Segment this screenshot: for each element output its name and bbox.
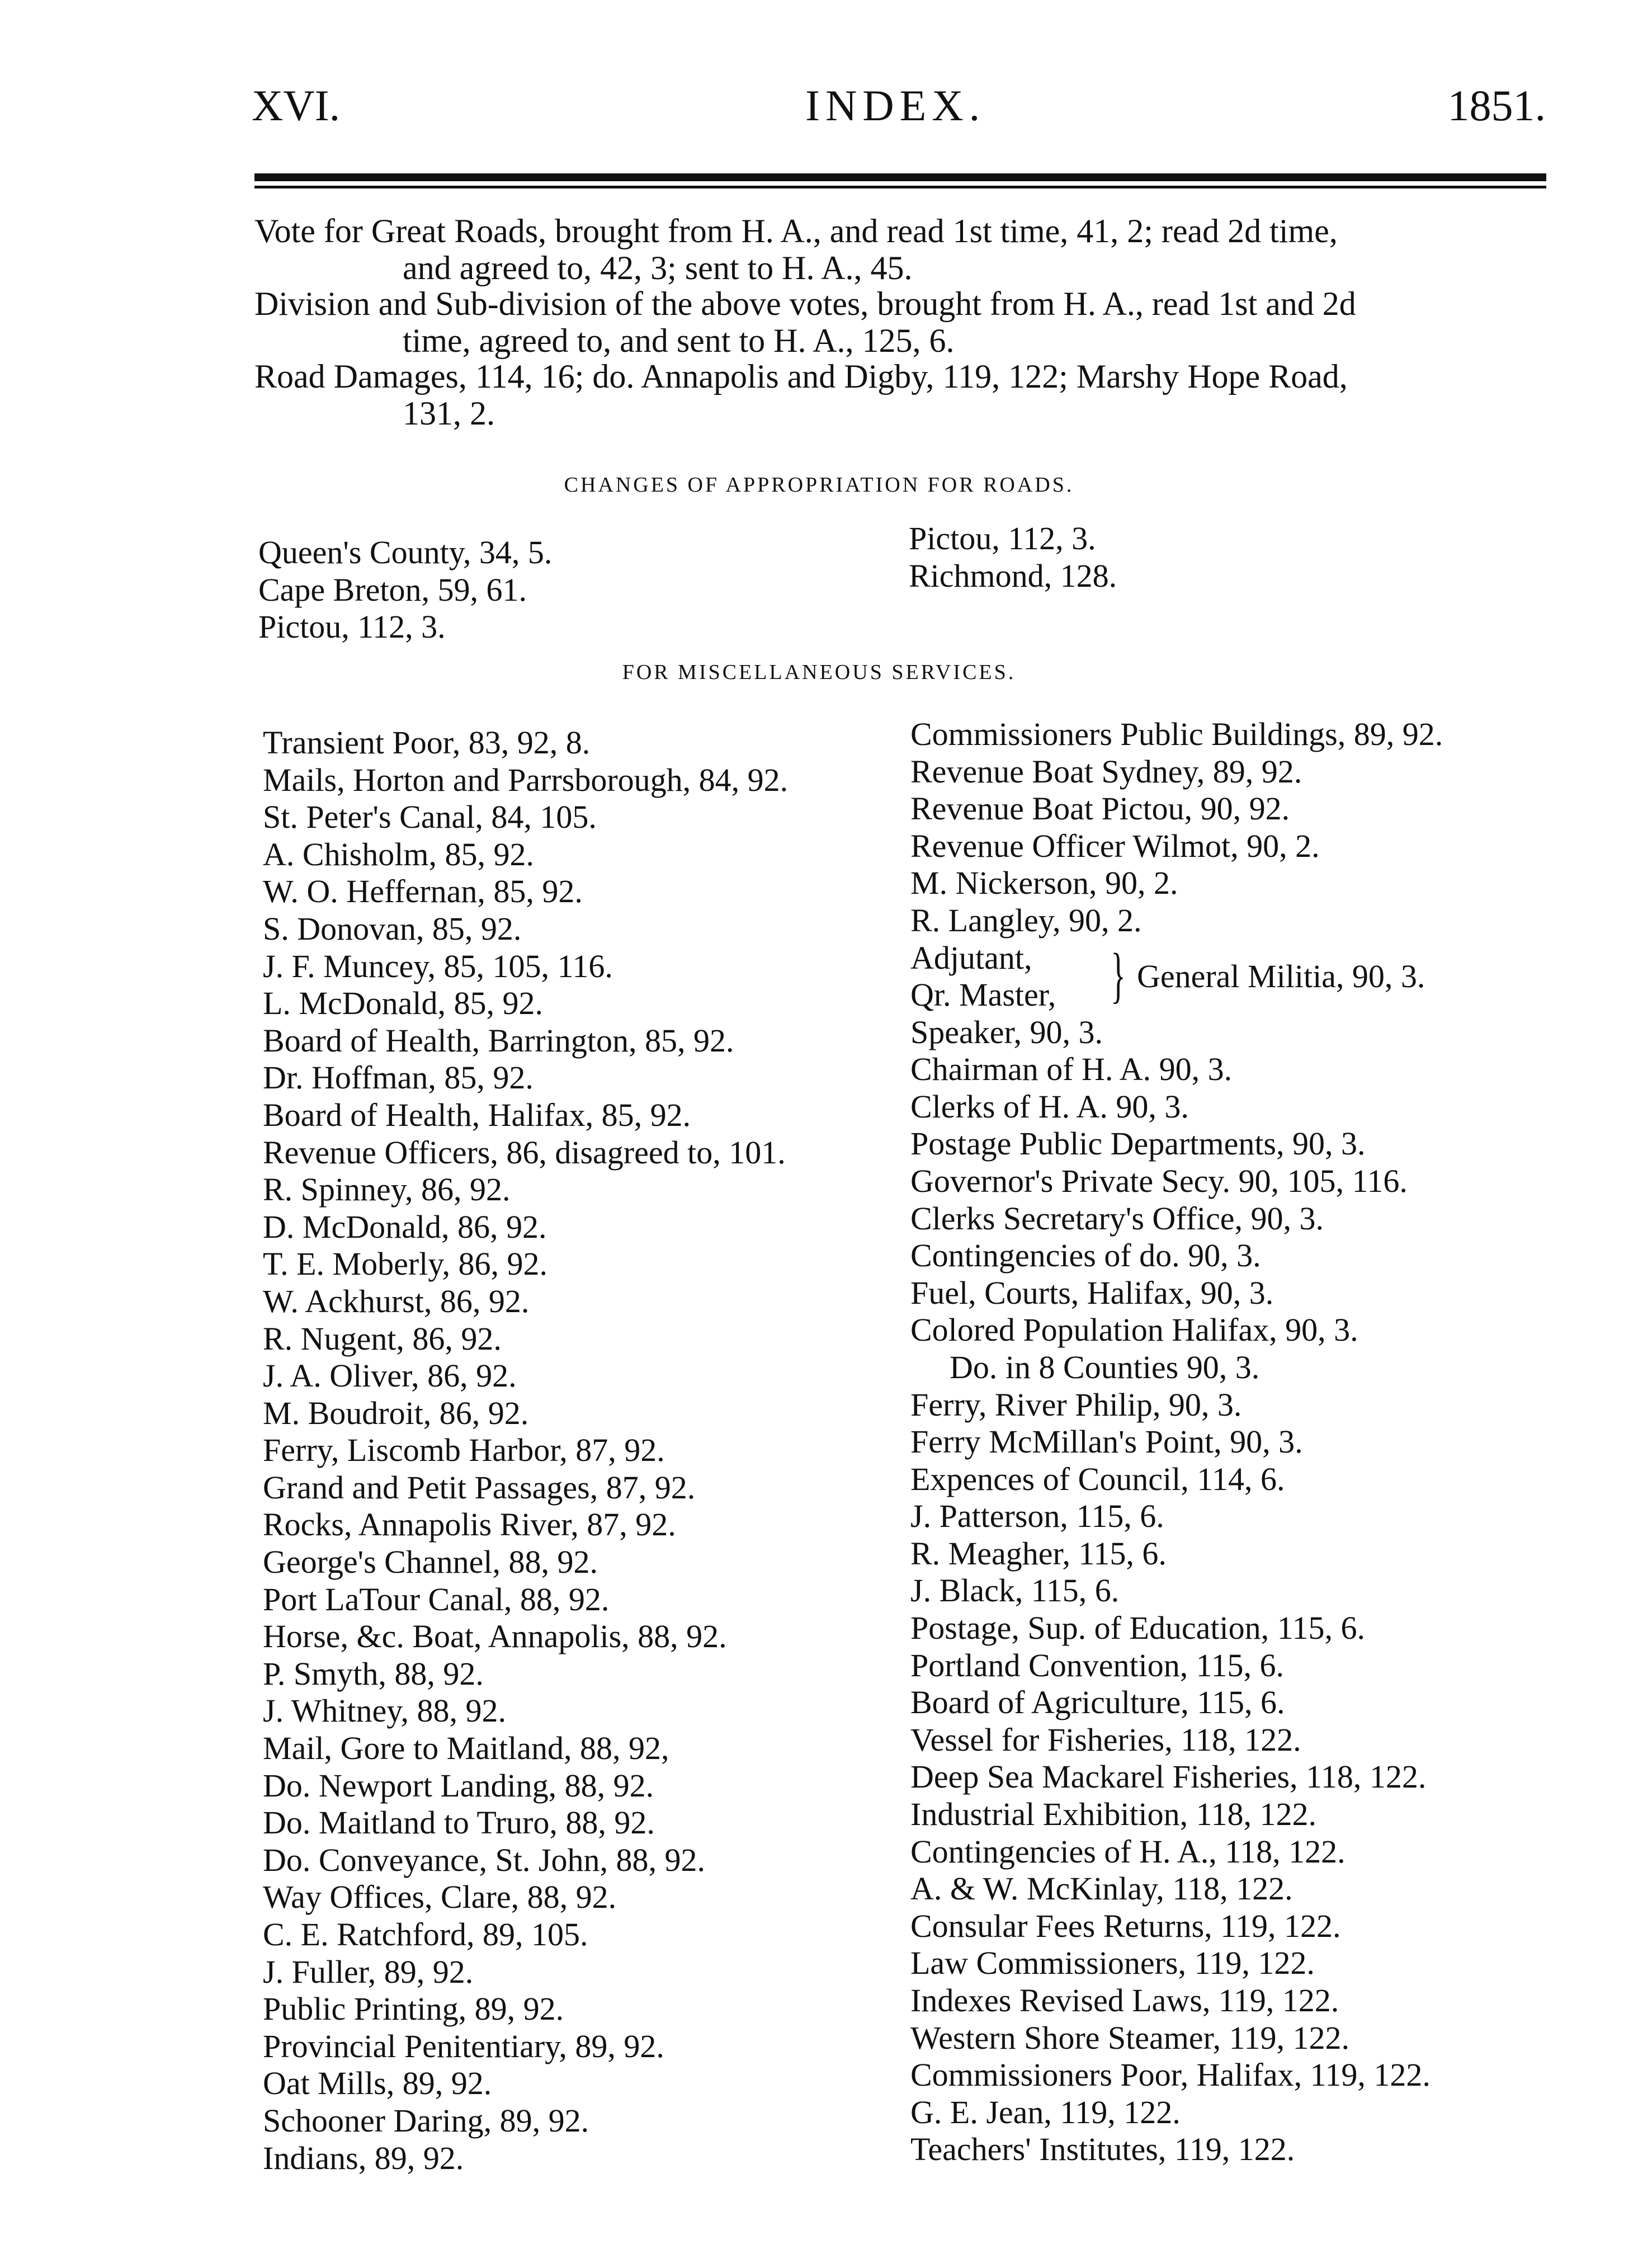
militia-group — [910, 940, 1443, 1014]
list-item: M. Boudroit, 86, 92. — [263, 1394, 529, 1431]
list-item: Postage, Sup. of Education, 115, 6. — [910, 1610, 1365, 1647]
list-item: Queen's County, 34, 5. — [258, 534, 553, 570]
list-item: C. E. Ratchford, 89, 105. — [263, 1916, 588, 1953]
entry-line: and agreed to, 42, 3; sent to H. A., 45. — [403, 249, 913, 286]
list-item: Portland Convention, 115, 6. — [910, 1647, 1285, 1684]
list-item: Horse, &c. Boat, Annapolis, 88, 92. — [263, 1618, 727, 1655]
list-item: Qr. Master, — [910, 976, 1056, 1013]
list-item: Revenue Officer Wilmot, 90, 2. — [910, 827, 1320, 864]
page-year: 1851. — [1447, 81, 1546, 130]
list-item: Teachers' Institutes, 119, 122. — [910, 2131, 1295, 2168]
list-item: Ferry, River Philip, 90, 3. — [910, 1386, 1242, 1423]
page-title: INDEX. — [805, 81, 986, 130]
list-item: Transient Poor, 83, 92, 8. — [263, 724, 591, 761]
list-item: Mail, Gore to Maitland, 88, 92, — [263, 1730, 669, 1767]
list-item: Oat Mills, 89, 92. — [263, 2065, 492, 2102]
list-item: A. & W. McKinlay, 118, 122. — [910, 1870, 1293, 1907]
entry-line: Division and Sub-division of the above votes, brought from H. A., read 1st and 2d — [254, 285, 1356, 322]
misc-right-column — [910, 716, 1443, 2168]
list-item: R. Spinney, 86, 92. — [263, 1171, 511, 1208]
list-item: Mails, Horton and Parrsborough, 84, 92. — [263, 761, 789, 798]
list-item: Rocks, Annapolis River, 87, 92. — [263, 1506, 676, 1543]
list-item: Fuel, Courts, Halifax, 90, 3. — [910, 1274, 1274, 1311]
list-item: Expences of Council, 114, 6. — [910, 1460, 1285, 1497]
roads-right-column — [909, 520, 1117, 595]
entry-line: Vote for Great Roads, brought from H. A., and read 1st time, 41, 2; read 2d time, — [254, 213, 1338, 249]
roads-left-column — [258, 534, 552, 646]
list-item: J. Patterson, 115, 6. — [910, 1498, 1164, 1535]
list-item: Do. Maitland to Truro, 88, 92. — [263, 1804, 655, 1841]
list-item: George's Channel, 88, 92. — [263, 1544, 598, 1581]
list-item: A. Chisholm, 85, 92. — [263, 836, 534, 873]
list-item: Chairman of H. A. 90, 3. — [910, 1051, 1233, 1088]
list-item: Revenue Officers, 86, disagreed to, 101. — [263, 1134, 786, 1171]
header-rule-thin — [254, 186, 1546, 188]
list-item: Vessel for Fisheries, 118, 122. — [910, 1721, 1301, 1758]
list-item: Board of Health, Halifax, 85, 92. — [263, 1096, 691, 1133]
list-item: J. A. Oliver, 86, 92. — [263, 1357, 517, 1394]
page-number: XVI. — [252, 81, 341, 130]
section-heading-misc: FOR MISCELLANEOUS SERVICES. — [622, 661, 1016, 684]
list-item: Industrial Exhibition, 118, 122. — [910, 1796, 1317, 1833]
list-item: Board of Health, Barrington, 85, 92. — [263, 1022, 734, 1059]
header-rule-thick — [254, 173, 1546, 181]
entry-line: Road Damages, 114, 16; do. Annapolis and Digby, 119, 122; Marshy Hope Road, — [254, 358, 1348, 395]
entry-line: 131, 2. — [403, 395, 495, 432]
list-item: Port LaTour Canal, 88, 92. — [263, 1581, 610, 1618]
brace-icon: } — [1111, 940, 1126, 1009]
index-entry-road-damages — [254, 358, 1546, 432]
list-item: Postage Public Departments, 90, 3. — [910, 1125, 1366, 1162]
list-item: J. F. Muncey, 85, 105, 116. — [263, 947, 613, 984]
list-item: Pictou, 112, 3. — [909, 520, 1096, 557]
list-item: W. Ackhurst, 86, 92. — [263, 1282, 530, 1319]
list-item: J. Fuller, 89, 92. — [263, 1953, 474, 1990]
list-item: Indexes Revised Laws, 119, 122. — [910, 1982, 1339, 2019]
list-item: M. Nickerson, 90, 2. — [910, 865, 1178, 902]
list-item: Adjutant, — [910, 939, 1032, 976]
list-item: J. Black, 115, 6. — [910, 1572, 1120, 1609]
list-item: S. Donovan, 85, 92. — [263, 910, 522, 947]
list-item: Clerks of H. A. 90, 3. — [910, 1088, 1189, 1125]
list-item: L. McDonald, 85, 92. — [263, 985, 543, 1022]
list-item: Consular Fees Returns, 119, 122. — [910, 1907, 1341, 1944]
list-item: Commissioners Poor, Halifax, 119, 122. — [910, 2057, 1431, 2093]
list-item: Public Printing, 89, 92. — [263, 1991, 564, 2027]
list-item: Way Offices, Clare, 88, 92. — [263, 1879, 617, 1916]
list-item: General Militia, 90, 3. — [1137, 958, 1425, 994]
list-item: Schooner Daring, 89, 92. — [263, 2102, 589, 2139]
list-item: Pictou, 112, 3. — [258, 609, 446, 645]
entry-line: time, agreed to, and sent to H. A., 125, 6. — [403, 322, 955, 359]
list-item: Governor's Private Secy. 90, 105, 116. — [910, 1162, 1408, 1199]
list-item: Contingencies of H. A., 118, 122. — [910, 1833, 1346, 1870]
list-item: J. Whitney, 88, 92. — [263, 1692, 506, 1729]
index-entry-division — [254, 285, 1546, 359]
list-item: Speaker, 90, 3. — [910, 1013, 1103, 1050]
section-heading-roads: CHANGES OF APPROPRIATION FOR ROADS. — [564, 473, 1074, 497]
list-item: Grand and Petit Passages, 87, 92. — [263, 1469, 696, 1506]
list-item: R. Langley, 90, 2. — [910, 902, 1142, 939]
list-item: Richmond, 128. — [909, 557, 1117, 594]
list-item: Board of Agriculture, 115, 6. — [910, 1684, 1285, 1721]
list-item: W. O. Heffernan, 85, 92. — [263, 873, 583, 910]
index-entry-great-roads — [254, 213, 1546, 286]
list-item: Revenue Boat Pictou, 90, 92. — [910, 790, 1290, 827]
list-item: Western Shore Steamer, 119, 122. — [910, 2019, 1349, 2056]
list-item: Deep Sea Mackarel Fisheries, 118, 122. — [910, 1758, 1427, 1795]
list-item: G. E. Jean, 119, 122. — [910, 2093, 1181, 2130]
list-item: T. E. Moberly, 86, 92. — [263, 1246, 548, 1282]
list-item: Law Commissioners, 119, 122. — [910, 1945, 1315, 1982]
list-item: Dr. Hoffman, 85, 92. — [263, 1059, 534, 1096]
list-item: Clerks Secretary's Office, 90, 3. — [910, 1200, 1324, 1237]
list-item: Ferry McMillan's Point, 90, 3. — [910, 1423, 1303, 1460]
list-item: Cape Breton, 59, 61. — [258, 571, 527, 608]
list-item: D. McDonald, 86, 92. — [263, 1208, 547, 1245]
list-item: R. Nugent, 86, 92. — [263, 1320, 502, 1357]
list-item: Do. in 8 Counties 90, 3. — [950, 1348, 1260, 1385]
list-item: Do. Conveyance, St. John, 88, 92. — [263, 1841, 705, 1878]
list-item: Do. Newport Landing, 88, 92. — [263, 1767, 654, 1804]
list-item: Provincial Penitentiary, 89, 92. — [263, 2027, 664, 2064]
list-item: Ferry, Liscomb Harbor, 87, 92. — [263, 1432, 665, 1469]
list-item: Indians, 89, 92. — [263, 2139, 464, 2176]
list-item: P. Smyth, 88, 92. — [263, 1655, 484, 1692]
list-item: R. Meagher, 115, 6. — [910, 1535, 1167, 1572]
list-item: Revenue Boat Sydney, 89, 92. — [910, 753, 1302, 790]
list-item: St. Peter's Canal, 84, 105. — [263, 799, 597, 836]
misc-left-column — [263, 724, 788, 2177]
list-item: Colored Population Halifax, 90, 3. — [910, 1312, 1358, 1348]
list-item: Contingencies of do. 90, 3. — [910, 1237, 1261, 1274]
list-item: Commissioners Public Buildings, 89, 92. — [910, 716, 1443, 752]
